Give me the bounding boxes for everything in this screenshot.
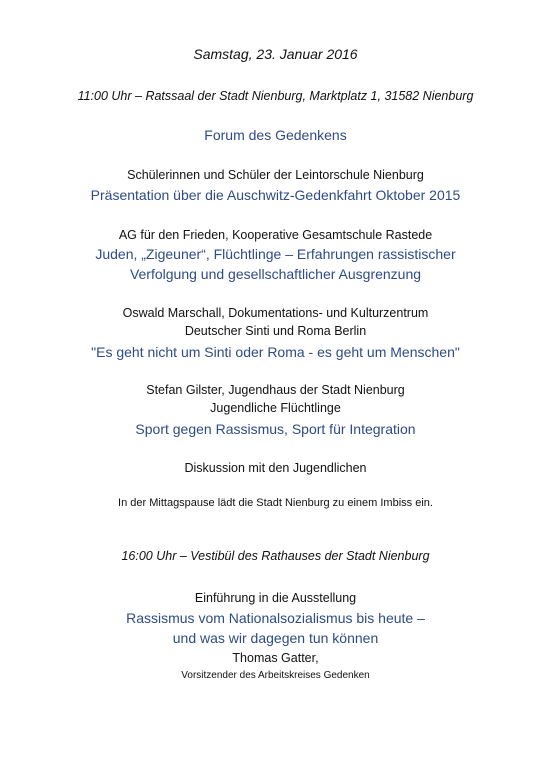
speaker-name: Thomas Gatter,	[232, 651, 319, 665]
program-item-1-title: Präsentation über die Auschwitz-Gedenkfahrt Oktober 2015	[90, 187, 461, 203]
program-item-1-presenter: Schülerinnen und Schüler der Leintorschule Nienburg	[127, 168, 424, 182]
exhibition-title-line-2: und was wir dagegen tun können	[172, 630, 379, 646]
program-item-4-presenter-line-2: Jugendliche Flüchtlinge	[210, 401, 341, 415]
morning-location: 11:00 Uhr – Ratssaal der Stadt Nienburg, Marktplatz 1, 31582 Nienburg	[77, 89, 474, 103]
program-item-3-title: "Es geht nicht um Sinti oder Roma - es geht um Menschen"	[91, 344, 460, 360]
program-item-2-title-line-1: Juden, „Zigeuner“, Flüchtlinge – Erfahrungen rassistischer	[95, 246, 456, 262]
event-date: Samstag, 23. Januar 2016	[193, 46, 358, 62]
exhibition-title-line-1: Rassismus vom Nationalsozialismus bis heute –	[126, 610, 425, 626]
afternoon-location: 16:00 Uhr – Vestibül des Rathauses der Stadt Nienburg	[121, 549, 430, 563]
lunch-note: In der Mittagspause lädt die Stadt Nienburg zu einem Imbiss ein.	[118, 497, 433, 509]
program-item-2-title-line-2: Verfolgung und gesellschaftlicher Ausgrenzung	[129, 266, 422, 282]
discussion-text: Diskussion mit den Jugendlichen	[184, 461, 367, 475]
forum-title: Forum des Gedenkens	[204, 127, 347, 143]
speaker-role: Vorsitzender des Arbeitskreises Gedenken	[181, 670, 370, 681]
program-item-2-presenter: AG für den Frieden, Kooperative Gesamtschule Rastede	[118, 228, 433, 242]
program-item-4-title: Sport gegen Rassismus, Sport für Integration	[135, 421, 416, 437]
program-item-3-presenter-line-2: Deutscher Sinti und Roma Berlin	[184, 324, 367, 338]
exhibition-intro: Einführung in die Ausstellung	[194, 591, 357, 605]
program-item-3-presenter-line-1: Oswald Marschall, Dokumentations- und Kulturzentrum	[122, 306, 429, 320]
program-item-4-presenter-line-1: Stefan Gilster, Jugendhaus der Stadt Nienburg	[146, 383, 405, 397]
